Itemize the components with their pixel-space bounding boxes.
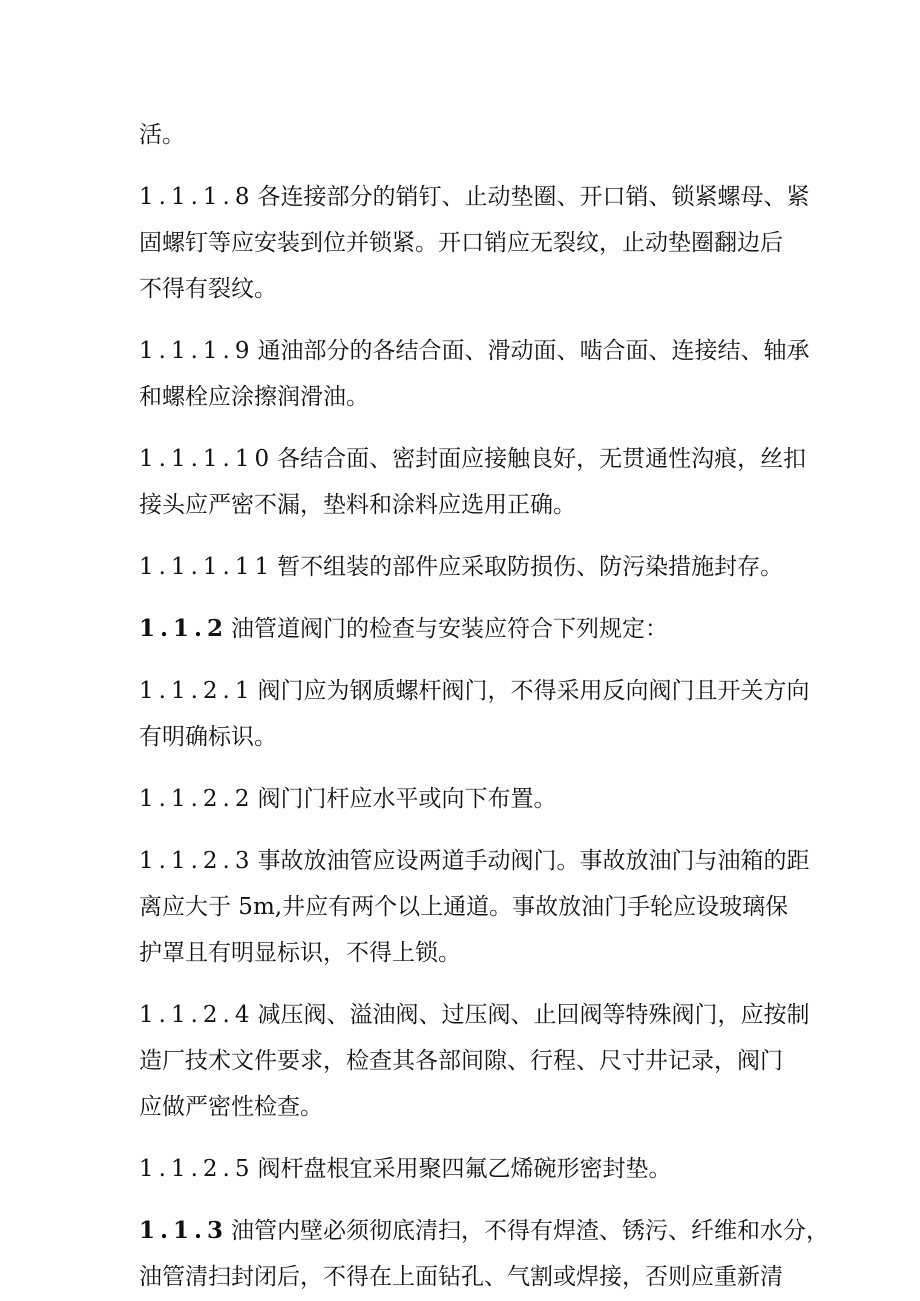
paragraph-line: [139, 714, 789, 760]
line-text: 离应大于 5m,井应有两个以上通道。事故放油门手轮应设玻璃保: [139, 894, 789, 920]
line-text: 造厂技术文件要求，检查其各部间隙、行程、尺寸井记录，阀门: [139, 1048, 783, 1074]
clause-number: 1.1.2.5: [139, 1156, 255, 1182]
line-text: 油管清扫封闭后，不得在上面钻孔、气割或焊接，否则应重新清: [139, 1264, 783, 1290]
line-text: 阀门门杆应水平或向下布置。: [257, 786, 557, 812]
line-text: 事故放油管应设两道手动阀门。事故放油门与油箱的距: [257, 848, 810, 874]
paragraph-line: [139, 544, 789, 590]
clause-number: 1.1.1.9: [139, 338, 255, 364]
paragraph-line: [139, 1254, 789, 1300]
section-number: 1.1.2: [139, 615, 229, 642]
paragraph-line: [139, 482, 789, 528]
paragraph-line: [139, 884, 789, 930]
paragraph-line: [139, 266, 789, 312]
line-text: 各结合面、密封面应接触良好，无贯通性沟痕，丝扣: [277, 446, 807, 472]
line-text: 暂不组装的部件应采取防损伤、防污染措施封存。: [277, 554, 784, 580]
clause-number: 1.1.1.10: [139, 446, 275, 472]
paragraph-line: [139, 930, 789, 976]
paragraph-line: [139, 776, 789, 822]
line-text: 不得有裂纹。: [139, 276, 277, 302]
paragraph-line: [139, 838, 810, 884]
document-body: [139, 112, 830, 1300]
line-text: 油管道阀门的检查与安装应符合下列规定：: [231, 616, 669, 642]
section-heading-line: [139, 606, 789, 652]
paragraph-line: [139, 112, 789, 158]
clause-number: 1.1.2.2: [139, 786, 255, 812]
line-text: 活。: [139, 122, 185, 148]
paragraph-line: [139, 1146, 789, 1192]
clause-number: 1.1.1.11: [139, 554, 275, 580]
paragraph-line: [139, 374, 789, 420]
paragraph-line: [139, 992, 810, 1038]
line-text: 各连接部分的销钉、止动垫圈、开口销、锁紧螺母、紧: [257, 184, 810, 210]
clause-number: 1.1.2.4: [139, 1002, 255, 1028]
line-text: 油管内壁必须彻底清扫，不得有焊渣、锈污、纤维和水分，: [231, 1218, 830, 1244]
line-text: 固螺钉等应安装到位并锁紧。开口销应无裂纹，止动垫圈翻边后: [139, 230, 783, 256]
line-text: 通油部分的各结合面、滑动面、啮合面、连接结、轴承: [257, 338, 810, 364]
line-text: 护罩且有明显标识，不得上锁。: [139, 940, 461, 966]
paragraph-line: [139, 1084, 789, 1130]
line-text: 和螺栓应涂擦润滑油。: [139, 384, 369, 410]
paragraph-line: [139, 1038, 789, 1084]
paragraph-line: [139, 328, 810, 374]
section-heading-line: [139, 1208, 830, 1254]
paragraph-line: [139, 174, 810, 220]
clause-number: 1.1.2.3: [139, 848, 255, 874]
section-number: 1.1.3: [139, 1217, 229, 1244]
line-text: 接头应严密不漏，垫料和涂料应选用正确。: [139, 492, 576, 518]
line-text: 应做严密性检查。: [139, 1094, 323, 1120]
line-text: 阀杆盘根宜采用聚四氟乙烯碗形密封垫。: [257, 1156, 672, 1182]
paragraph-line: [139, 220, 789, 266]
line-text: 减压阀、溢油阀、过压阀、止回阀等特殊阀门，应按制: [257, 1002, 810, 1028]
clause-number: 1.1.2.1: [139, 678, 255, 704]
clause-number: 1.1.1.8: [139, 184, 255, 210]
paragraph-line: [139, 436, 807, 482]
paragraph-line: [139, 668, 810, 714]
line-text: 阀门应为钢质螺杆阀门，不得采用反向阀门且开关方向: [257, 678, 810, 704]
line-text: 有明确标识。: [139, 724, 277, 750]
